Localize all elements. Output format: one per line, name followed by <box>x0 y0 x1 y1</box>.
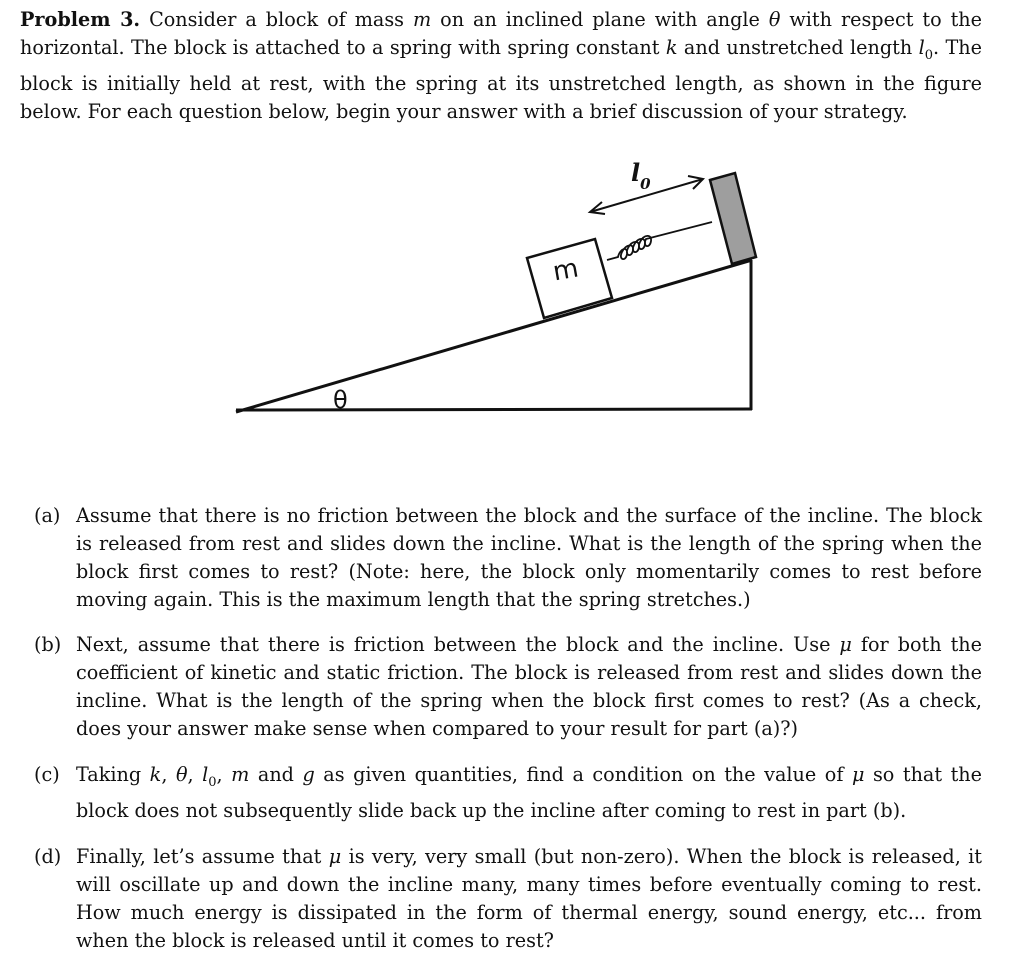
var-k: k <box>665 36 678 59</box>
block-label: m <box>550 253 581 288</box>
question-c-sep: , <box>187 763 203 786</box>
var-mu: μ <box>851 763 865 786</box>
var-l0: l <box>918 36 925 59</box>
question-b-text-2: for both the coefficient of kinetic and static friction. The block is released from rest and slides down the incline. What is the length of the spring when the block first comes to rest? (As a check, does your answer make sense when compared to your result for part (a)?) <box>76 633 982 740</box>
intro-text-4: and unstretched length <box>677 36 919 59</box>
question-list <box>30 502 982 973</box>
question-c-text-3: so that the block does not subsequently slide back up the incline after coming to rest in part (b). <box>76 763 983 822</box>
question-b-text-1: Next, assume that there is friction between the block and the incline. Use <box>76 633 840 656</box>
var-l0-sub: 0 <box>924 47 933 63</box>
question-b-label: (b) <box>34 633 62 656</box>
problem-statement <box>20 6 982 126</box>
angle-label: θ <box>333 386 348 414</box>
var-l0-sub: 0 <box>208 774 217 790</box>
question-c-text-2: as given quantities, find a condition on the value of <box>314 763 852 786</box>
question-d-text-1: Finally, let’s assume that <box>76 844 329 868</box>
incline-slope <box>236 260 752 412</box>
var-theta: θ <box>175 763 188 786</box>
var-m: m <box>231 763 250 786</box>
incline-triangle <box>236 260 752 412</box>
var-mu: μ <box>328 844 342 868</box>
question-d <box>30 843 982 955</box>
question-c <box>30 761 982 825</box>
intro-text-2: on an inclined plane with angle <box>431 8 769 31</box>
question-d-label: (d) <box>34 844 62 868</box>
question-c-and: and <box>249 763 303 786</box>
var-k: k <box>149 763 162 786</box>
var-mu: μ <box>839 633 852 656</box>
intro-text-1: Consider a block of mass <box>140 8 413 31</box>
problem-heading: Problem 3. <box>20 8 141 31</box>
incline-base <box>236 409 752 410</box>
question-c-text-1: Taking <box>76 763 150 786</box>
question-c-sep: , <box>161 763 176 786</box>
question-a-label: (a) <box>34 504 61 527</box>
question-c-sep: , <box>216 763 232 786</box>
question-b <box>30 631 982 743</box>
var-theta: θ <box>768 8 781 31</box>
intro-text-3: with respect to the horizontal. The block is attached to a spring with spring constant <box>20 8 982 59</box>
wall <box>710 173 756 264</box>
question-a <box>30 502 982 614</box>
var-l0: l <box>202 763 209 786</box>
question-d-text-2: is very, very small (but non-zero). When the block is released, it will oscillate up and down the incline many, many times before eventually coming to rest. How much energy is dissipated in the form of thermal energy, sound energy, etc... from when the block is released until it comes to rest? <box>76 844 982 952</box>
question-c-label: (c) <box>34 763 60 786</box>
var-m: m <box>412 8 432 31</box>
intro-text-5: . The block is initially held at rest, with the spring at its unstretched length, as shown in the figure below. For each question below, begin your answer with a brief discussion of your strategy. <box>20 36 982 123</box>
length-label: $l_0$ <box>631 158 651 193</box>
question-a-text: Assume that there is no friction between the block and the surface of the incline. The block is released from rest and slides down the incline. What is the length of the spring when the block first comes to rest? (Note: here, the block only momentarily comes to rest before moving again. This is the maximum length that the spring stretches.) <box>76 504 982 611</box>
var-g: g <box>302 763 315 786</box>
spring <box>607 222 712 260</box>
incline-figure <box>0 150 1024 450</box>
